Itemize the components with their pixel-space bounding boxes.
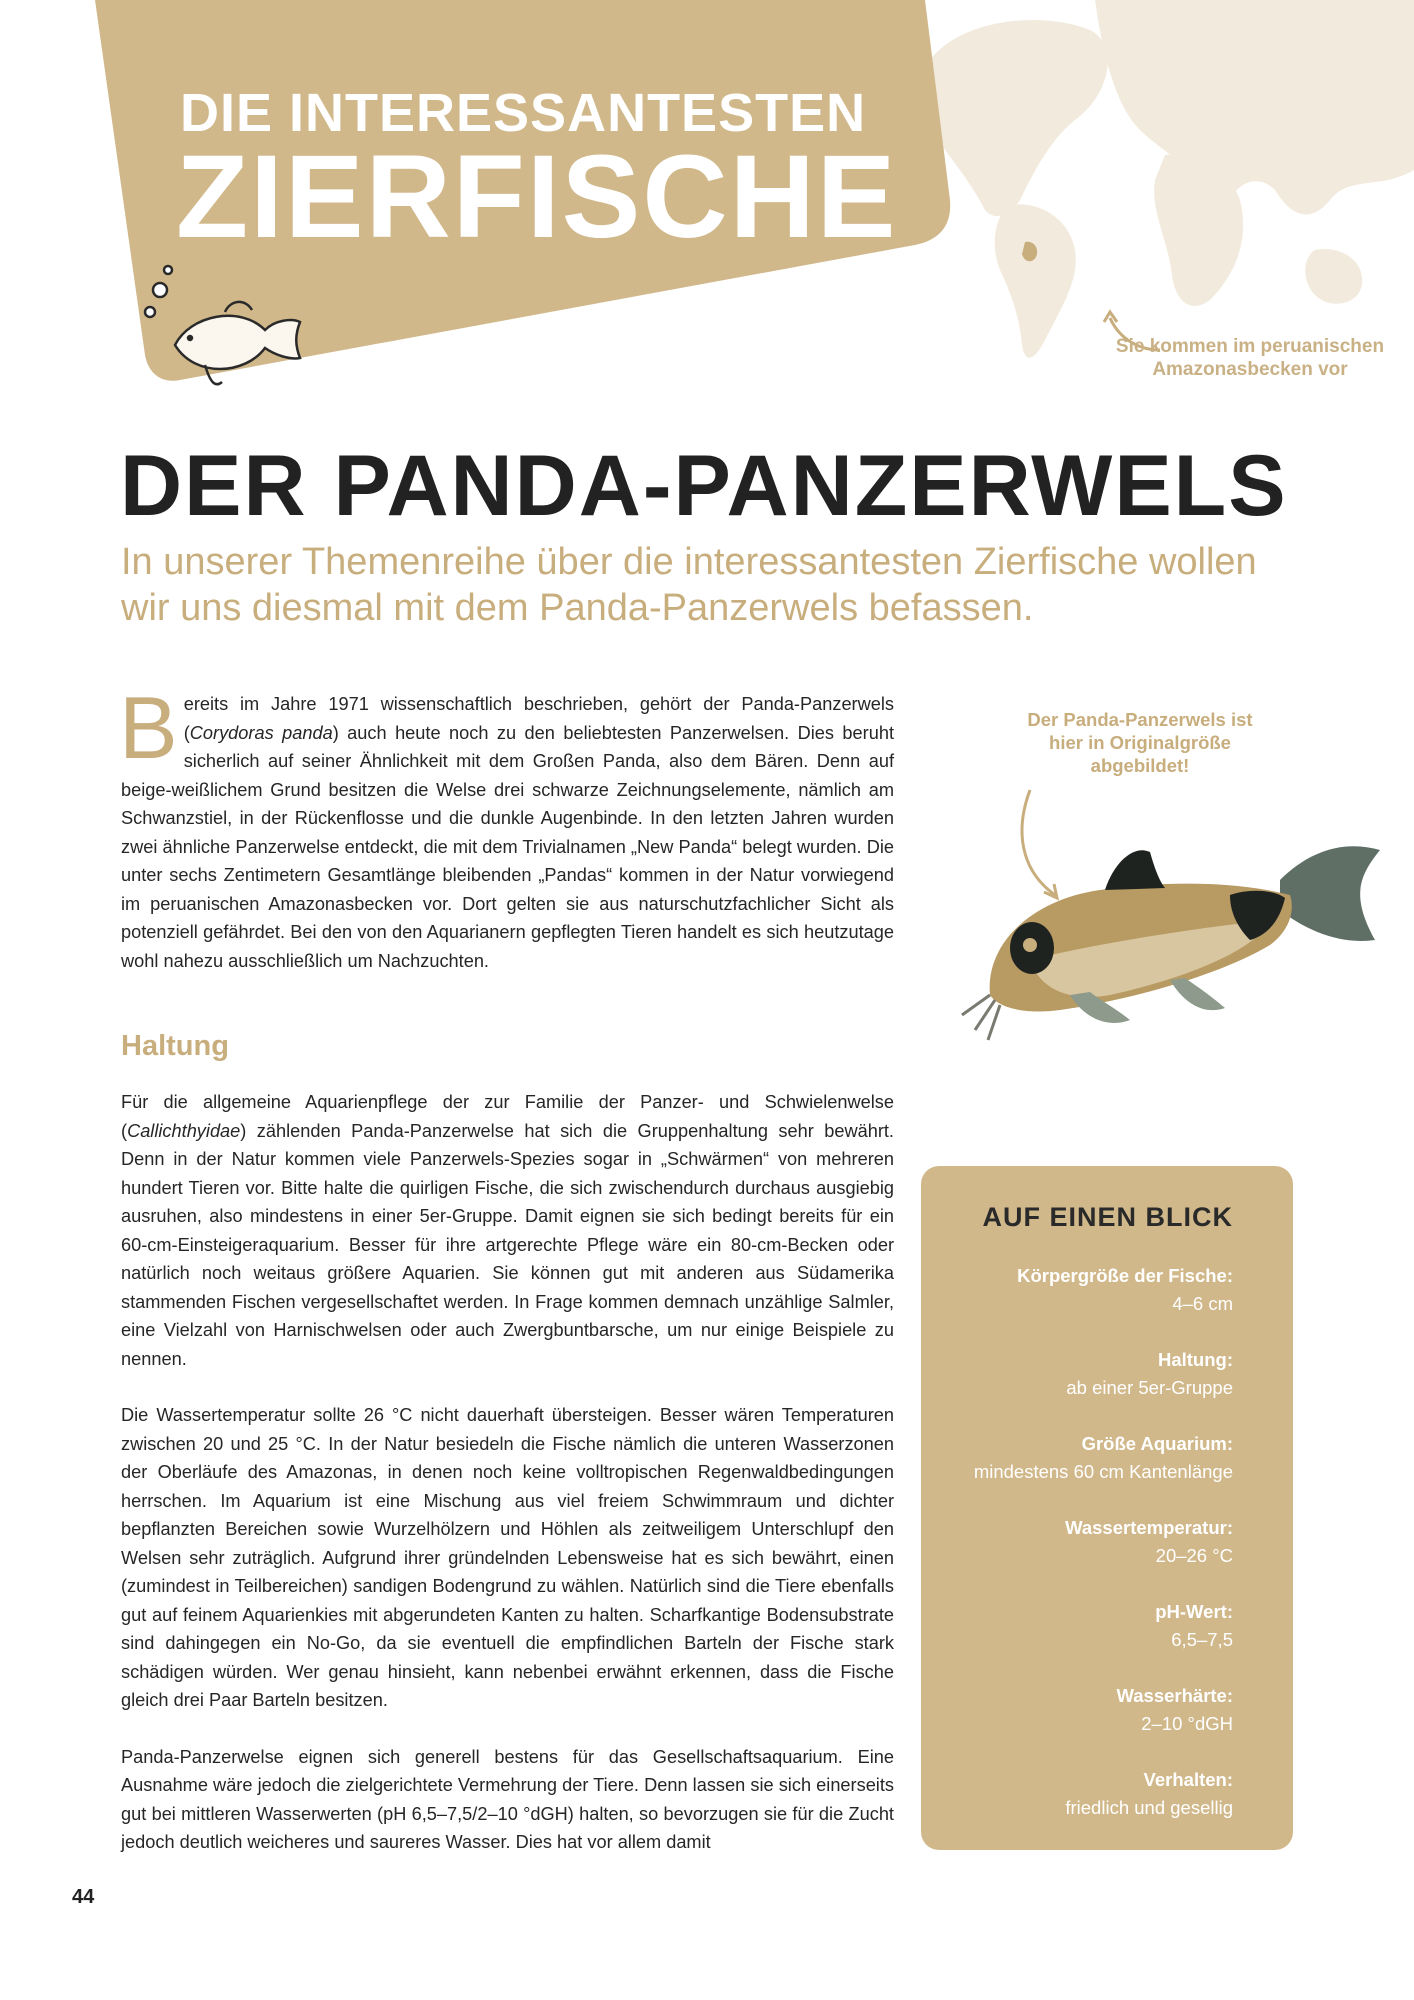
fact-item [903, 1262, 1233, 1318]
caption-arrow [1022, 790, 1055, 895]
intro-column [119, 678, 895, 975]
fact-value: friedlich und gesellig [1065, 1797, 1233, 1818]
fact-item [903, 1766, 1233, 1822]
panda-catfish-image [950, 770, 1390, 1080]
article-title: DER PANDA-PANZERWELS [120, 438, 1288, 534]
fact-value: 4–6 cm [1172, 1293, 1233, 1314]
fact-item [903, 1346, 1233, 1402]
series-title: ZIERFISCHE [176, 131, 898, 263]
fact-label: Verhalten: [1143, 1769, 1233, 1790]
fact-label: Größe Aquarium: [1081, 1433, 1233, 1454]
fact-item [903, 1598, 1233, 1654]
fact-label: Haltung: [1157, 1349, 1233, 1370]
section-heading: Haltung [121, 1030, 229, 1062]
fish-caption: Der Panda-Panzerwels ist hier in Originalgröße abgebildet! [1027, 709, 1253, 777]
paragraph-1: Für die allgemeine Aquarienpflege der zur Familie der Panzer- und Schwielenwelse (Callichthyidae) zählenden Panda-Panzerwelse hat sich die Gruppenhaltung sehr bewährt. Denn in der Natur kommen viele Panzerwels-Spezies sogar in „Schwärmen“ von mehreren hundert Tieren vor. Bitte halte die quirligen Fische, die sich zwischendurch durchaus ausgiebig ausruhen, also mindestens in einer 5er-Gruppe. Damit eignen sie sich bedingt bereits für ein 60-cm-Einsteigeraquarium. Besser für ihre artgerechte Pflege wäre ein 80-cm-Becken oder natürlich noch weitaus größere Aquarien. Sie können gut mit anderen aus Südamerika stammenden Fischen vergesellschaftet werden. In Frage kommen demnach unzählige Salmler, eine Vielzahl von Harnischwelsen oder auch Zwergbuntbarsche, um nur einige Beispiele zu nennen. [121, 1092, 894, 1369]
header-kicker: DIE INTERESSANTESTEN [180, 83, 867, 143]
family-name: Callichthyidae [127, 1120, 241, 1141]
fact-value: 20–26 °C [1155, 1545, 1233, 1566]
facts-title: AUF EINEN BLICK [982, 1202, 1233, 1232]
page-number: 44 [72, 1886, 95, 1908]
fact-value: mindestens 60 cm Kantenlänge [973, 1461, 1233, 1482]
world-map-graphic [923, 0, 1414, 358]
fact-value: 6,5–7,5 [1171, 1629, 1233, 1650]
facts-list [903, 1262, 1233, 1850]
fact-item [903, 1430, 1233, 1486]
fact-value: ab einer 5er-Gruppe [1066, 1377, 1233, 1398]
article-lead: In unserer Themenreihe über die interessantesten Zierfische wollen wir uns diesmal mit dem Panda-Panzerwels befassen. [121, 541, 1257, 629]
intro-paragraph: Bereits im Jahre 1971 wissenschaftlich beschrieben, gehört der Panda-Panzerwels (Corydoras panda) auch heute noch zu den beliebtesten Panzerwelsen. Dies beruht sicherlich auf seiner Ähnlichkeit mit dem Großen Panda, also dem Bären. Denn auf beige-weißlichem Grund besitzen die Welse drei schwarze Zeichnungselemente, nämlich am Schwanzstiel, in der Rückenflosse und die dunkle Augenbinde. In den letzten Jahren wurden zwei ähnliche Panzerwelse entdeckt, die mit dem Trivialnamen „New Panda“ belegt wurden. Die unter sechs Zentimetern Gesamtlänge bleibenden „Pandas“ kommen in der Natur vorwiegend im peruanischen Amazonasbecken vor. Dort gelten sie aus naturschutzfachlicher Sicht als potenziell gefährdet. Bei den von den Aquarianern gepflegten Tieren handelt es sich heutzutage wohl nahezu ausschließlich um Nachzuchten. [119, 678, 895, 971]
map-caption: Sie kommen im peruanischen Amazonasbecken vor [1115, 336, 1385, 380]
body-column [121, 1088, 894, 1857]
fact-label: Wassertemperatur: [1065, 1517, 1233, 1538]
dropcap: B [119, 678, 178, 777]
paragraph-2: Die Wassertemperatur sollte 26 °C nicht dauerhaft übersteigen. Besser wären Temperaturen zwischen 20 und 25 °C. In der Natur besiedeln die Fische nämlich die unteren Wasserzonen der Oberläufe des Amazonas, in denen noch keine volltropischen Regenwaldbedingungen herrschen. Im Aquarium ist eine Mischung aus viel freiem Schwimmraum und dichter bepflanzten Bereichen sowie Wurzelhölzern und Höhlen als zeitweiligem Unterschlupf den Welsen sehr zuträglich. Aufgrund ihrer gründelnden Lebensweise hat es sich bewährt, einen (zumindest in Teilbereichen) sandigen Bodengrund zu wählen. Natürlich sind die Tiere ebenfalls gut auf feinem Aquarienkies mit abgerundeten Kanten zu halten. Scharfkantige Bodensubstrate sind dahingegen ein No-Go, da sie eventuell die empfindlichen Barteln der Fische stark schädigen würden. Wer genau hinsieht, kann nebenbei erwähnt erkennen, dass die Fische gleich drei Paar Barteln besitzen. [121, 1405, 894, 1710]
facts-box [921, 1166, 1293, 1850]
fact-item [903, 1514, 1233, 1570]
fact-label: Körpergröße der Fische: [1017, 1265, 1233, 1286]
fact-item [903, 1682, 1233, 1738]
paragraph-3: Panda-Panzerwelse eignen sich generell bestens für das Gesellschaftsaquarium. Eine Ausnahme wäre jedoch die zielgerichtete Vermehrung der Tiere. Denn lassen sie sich einerseits gut bei mittleren Wasserwerten (pH 6,5–7,5/2–10 °dGH) halten, so bevorzugen sie für die Zucht jedoch deutlich weicheres und saureres Wasser. Dies hat vor allem damit [121, 1746, 894, 1852]
fact-label: Wasserhärte: [1116, 1685, 1233, 1706]
species-name: Corydoras panda [189, 722, 333, 743]
fact-label: pH-Wert: [1155, 1601, 1233, 1622]
fact-value: 2–10 °dGH [1141, 1713, 1233, 1734]
